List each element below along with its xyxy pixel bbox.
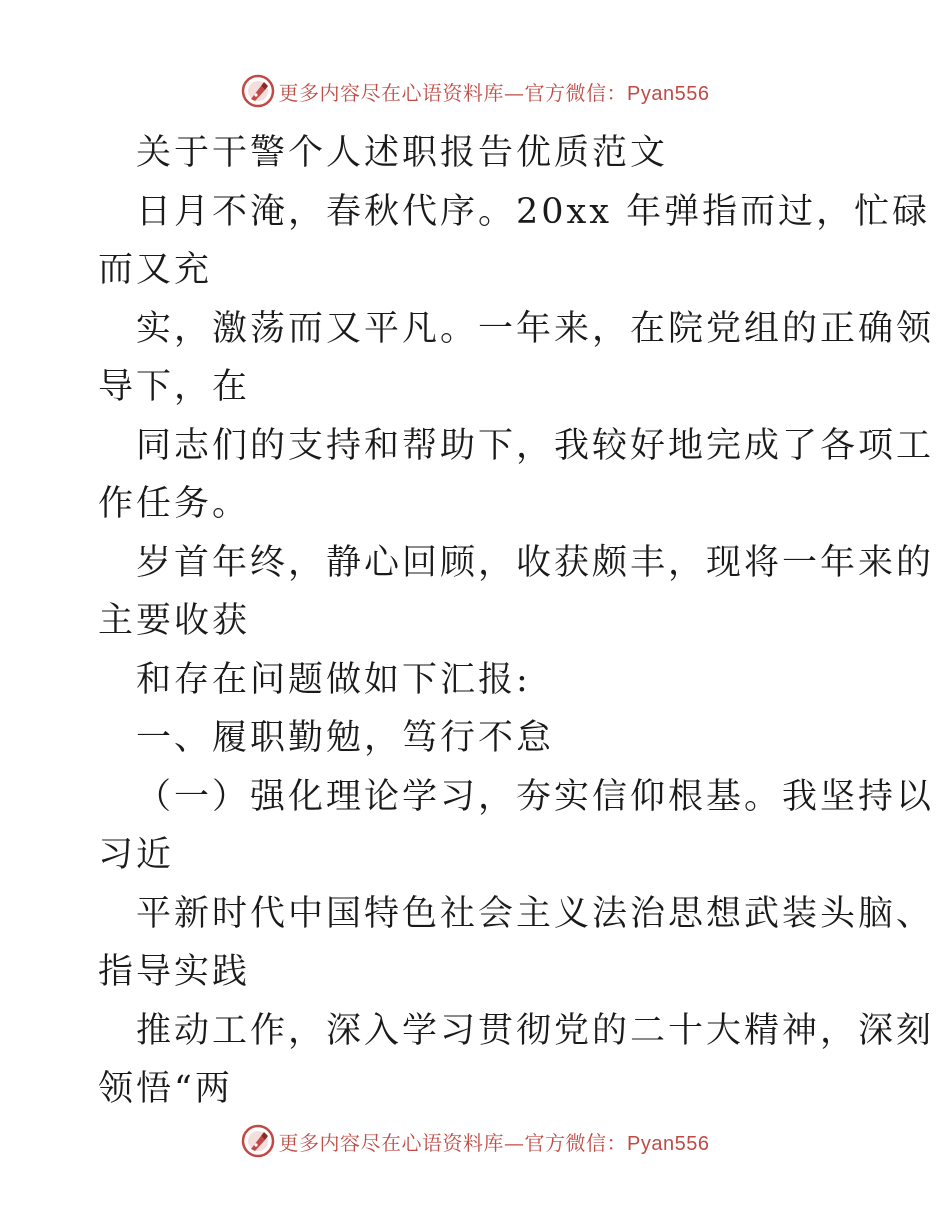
text-line: 日月不淹，春秋代序。20xx 年弹指而过，忙碌 bbox=[136, 191, 931, 232]
banner-text: 更多内容尽在心语资料库—官方微信：Pyan556 bbox=[278, 80, 710, 105]
text-line: 推动工作，深入学习贯彻党的二十大精神，深刻 bbox=[136, 1010, 935, 1051]
text-line: 一、履职勤勉，笃行不怠 bbox=[136, 718, 555, 758]
text-line: 导下，在 bbox=[98, 367, 251, 407]
wechat-id: Pyan556 bbox=[627, 82, 710, 105]
text-line: 同志们的支持和帮助下，我较好地完成了各项工 bbox=[136, 425, 935, 466]
text-line: 习近 bbox=[98, 835, 175, 875]
header-banner bbox=[0, 71, 950, 111]
document-body bbox=[98, 124, 935, 1119]
text-line: 和存在问题做如下汇报: bbox=[136, 659, 531, 700]
pen-nib-logo-icon bbox=[241, 74, 275, 108]
text-line: 指导实践 bbox=[98, 952, 251, 992]
text-line: 领悟“两 bbox=[98, 1069, 233, 1109]
text-line: 平新时代中国特色社会主义法治思想武装头脑、 bbox=[136, 893, 935, 934]
banner-text: 更多内容尽在心语资料库—官方微信：Pyan556 bbox=[278, 1130, 710, 1155]
text-line: （一）强化理论学习，夯实信仰根基。我坚持以 bbox=[136, 776, 935, 817]
wechat-id: Pyan556 bbox=[627, 1132, 710, 1155]
text-line: 实，激荡而又平凡。一年来，在院党组的正确领 bbox=[136, 308, 935, 349]
text-line: 岁首年终，静心回顾，收获颇丰，现将一年来的 bbox=[136, 542, 935, 583]
text-line: 而又充 bbox=[98, 250, 213, 290]
footer-banner bbox=[0, 1121, 950, 1161]
text-line: 作任务。 bbox=[98, 484, 251, 524]
text-line: 关于干警个人述职报告优质范文 bbox=[136, 133, 669, 173]
text-line: 主要收获 bbox=[98, 601, 251, 641]
pen-nib-logo-icon bbox=[241, 1124, 275, 1158]
